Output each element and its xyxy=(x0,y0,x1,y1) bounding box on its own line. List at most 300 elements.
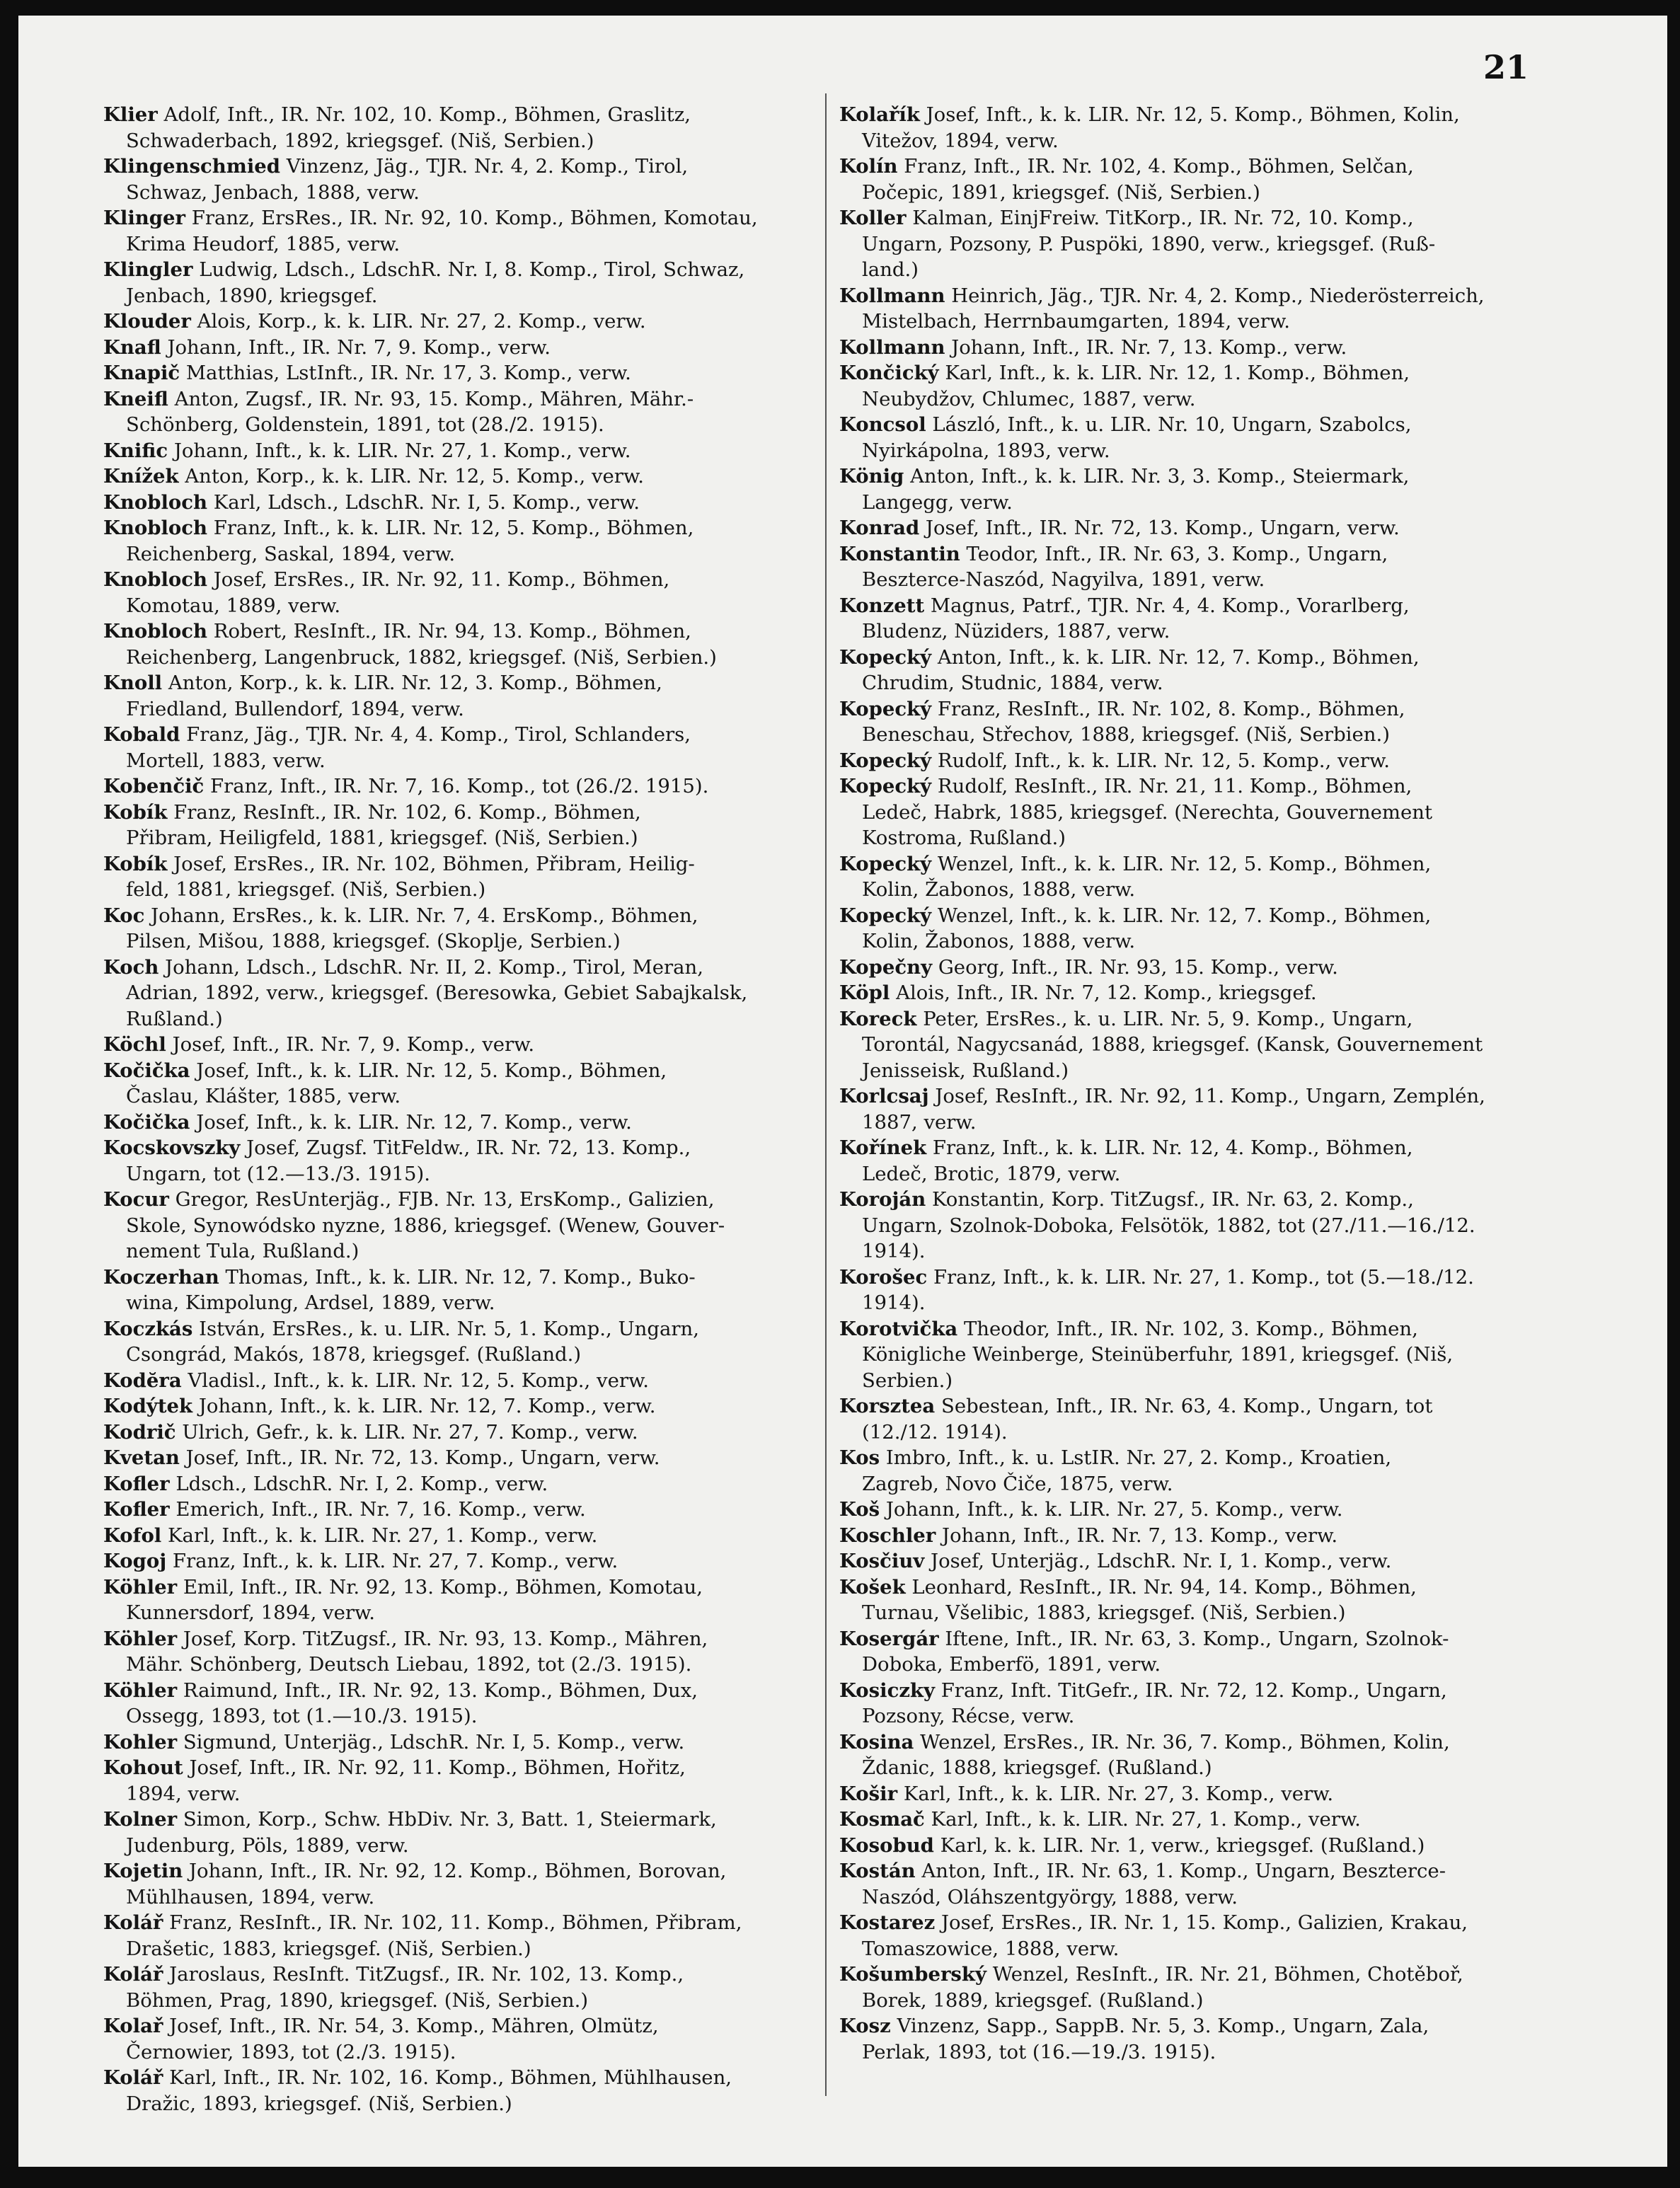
entry-text: Magnus, Patrf., TJR. Nr. 4, 4. Komp., Vorarlberg, xyxy=(930,594,1410,617)
entry-text: Josef, Inft., k. k. LIR. Nr. 12, 7. Komp., verw. xyxy=(196,1110,632,1134)
list-item xyxy=(839,1626,1540,1678)
entry-text: Chrudim, Studnic, 1884, verw. xyxy=(862,672,1163,694)
entry-line xyxy=(839,593,1540,619)
list-item xyxy=(103,1187,818,1265)
entry-line xyxy=(839,1600,1540,1626)
entry-surname: Kolín xyxy=(839,155,898,178)
entry-line xyxy=(103,1213,818,1239)
entry-line xyxy=(839,903,1540,929)
document-page xyxy=(18,16,1667,2167)
entry-text: Csongrád, Makós, 1878, kriegsgef. (Rußland.) xyxy=(126,1343,582,1366)
entry-surname: Klingenschmied xyxy=(103,155,280,178)
entry-line xyxy=(839,1703,1540,1729)
entry-text: Franz, Inft., k. k. LIR. Nr. 12, 5. Komp., Böhmen, xyxy=(213,517,694,539)
list-item xyxy=(103,1626,818,1678)
entry-text: Ždanic, 1888, kriegsgef. (Rußland.) xyxy=(862,1756,1212,1779)
entry-surname: Koch xyxy=(103,955,159,979)
entry-text: Johann, Inft., IR. Nr. 92, 12. Komp., Böhmen, Borovan, xyxy=(188,1860,727,1882)
list-item xyxy=(103,490,818,516)
entry-text: Skole, Synowódsko nyzne, 1886, kriegsgef. (Wenew, Gouver- xyxy=(126,1214,725,1237)
entry-text: Anton, Inft., k. k. LIR. Nr. 3, 3. Komp., Steiermark, xyxy=(910,465,1410,488)
entry-line xyxy=(103,1135,818,1161)
entry-text: Kunnersdorf, 1894, verw. xyxy=(126,1601,376,1624)
entry-line xyxy=(103,1497,818,1523)
entry-surname: Knížek xyxy=(103,465,179,488)
entry-line xyxy=(839,1058,1540,1084)
entry-surname: Kosergár xyxy=(839,1627,939,1650)
entry-line xyxy=(839,955,1540,981)
entry-surname: Kolář xyxy=(103,2066,163,2089)
list-item xyxy=(103,1858,818,1910)
entry-line xyxy=(103,1962,818,1988)
entry-line xyxy=(103,773,818,800)
entry-text: Josef, ResInft., IR. Nr. 92, 11. Komp., Ungarn, Zemplén, xyxy=(935,1085,1485,1107)
entry-text: Nyirkápolna, 1893, verw. xyxy=(862,439,1110,462)
list-item xyxy=(839,1781,1540,1807)
entry-text: Johann, Inft., IR. Nr. 7, 13. Komp., verw. xyxy=(942,1524,1338,1547)
entry-surname: Koschler xyxy=(839,1524,936,1547)
entry-text: Schwaderbach, 1892, kriegsgef. (Niš, Serbien.) xyxy=(126,129,594,152)
entry-line xyxy=(839,800,1540,826)
entry-text: Robert, ResInft., IR. Nr. 94, 13. Komp., Böhmen, xyxy=(213,620,691,643)
entry-text: Wenzel, ErsRes., IR. Nr. 36, 7. Komp., Böhmen, Kolin, xyxy=(920,1730,1450,1754)
entry-surname: Kohler xyxy=(103,1730,178,1754)
list-item xyxy=(103,1032,818,1058)
entry-text: Vladisl., Inft., k. k. LIR. Nr. 12, 5. Komp., verw. xyxy=(188,1369,650,1392)
entry-line xyxy=(839,438,1540,464)
entry-text: Konstantin, Korp. TitZugsf., IR. Nr. 63, 2. Komp., xyxy=(931,1188,1414,1211)
entry-text: Časlau, Klášter, 1885, verw. xyxy=(126,1085,401,1107)
entry-line xyxy=(839,463,1540,490)
list-item xyxy=(839,1574,1540,1626)
list-item xyxy=(103,1548,818,1574)
entry-text: Černowier, 1893, tot (2./3. 1915). xyxy=(126,2040,456,2063)
entry-line xyxy=(839,1161,1540,1187)
entry-line xyxy=(103,1006,818,1032)
entry-line xyxy=(103,1678,818,1704)
entry-text: Sebestean, Inft., IR. Nr. 63, 4. Komp., Ungarn, tot xyxy=(941,1395,1433,1417)
list-item xyxy=(103,567,818,618)
entry-text: Johann, Inft., k. k. LIR. Nr. 12, 7. Komp., verw. xyxy=(198,1395,656,1417)
entry-line xyxy=(103,2091,818,2117)
entry-line xyxy=(103,903,818,929)
entry-surname: Konstantin xyxy=(839,542,960,565)
entry-text: Anton, Korp., k. k. LIR. Nr. 12, 5. Komp., verw. xyxy=(185,465,644,488)
entry-surname: Kořínek xyxy=(839,1136,927,1159)
entry-text: Krima Heudorf, 1885, verw. xyxy=(126,232,401,255)
entry-line xyxy=(839,1729,1540,1756)
entry-text: (12./12. 1914). xyxy=(862,1420,1008,1444)
entry-text: Jenisseisk, Rußland.) xyxy=(862,1059,1069,1082)
entry-surname: Köchl xyxy=(103,1033,166,1056)
list-item xyxy=(103,257,818,309)
list-item xyxy=(103,903,818,955)
entry-surname: Kostán xyxy=(839,1860,916,1882)
list-item xyxy=(103,1135,818,1187)
entry-text: Karl, Inft., k. k. LIR. Nr. 27, 1. Komp., verw. xyxy=(168,1524,598,1547)
entry-text: Josef, ErsRes., IR. Nr. 102, Böhmen, Přibram, Heilig- xyxy=(173,852,695,875)
entry-surname: Kosz xyxy=(839,2015,891,2037)
list-item xyxy=(103,1420,818,1446)
entry-text: Teodor, Inft., IR. Nr. 63, 3. Komp., Ungarn, xyxy=(966,542,1388,565)
entry-surname: Kobík xyxy=(103,800,168,824)
entry-line xyxy=(839,386,1540,413)
list-item xyxy=(839,980,1540,1006)
entry-text: Reichenberg, Langenbruck, 1882, kriegsgef. (Niš, Serbien.) xyxy=(126,645,717,669)
entry-text: Johann, ErsRes., k. k. LIR. Nr. 7, 4. ErsKomp., Böhmen, xyxy=(151,904,698,927)
list-item xyxy=(103,955,818,1032)
entry-text: Heinrich, Jäg., TJR. Nr. 4, 2. Komp., Niederösterreich, xyxy=(951,284,1485,307)
entry-line xyxy=(103,1574,818,1601)
list-item xyxy=(839,1265,1540,1316)
list-item xyxy=(839,515,1540,541)
entry-line xyxy=(839,877,1540,903)
entry-surname: König xyxy=(839,465,904,488)
entry-surname: Kopecký xyxy=(839,904,932,927)
entry-line xyxy=(839,1471,1540,1497)
entry-text: Sigmund, Unterjäg., LdschR. Nr. I, 5. Komp., verw. xyxy=(183,1730,685,1754)
entry-text: Borek, 1889, kriegsgef. (Rußland.) xyxy=(862,1988,1204,2012)
entry-line xyxy=(839,670,1540,696)
entry-text: Wenzel, ResInft., IR. Nr. 21, Böhmen, Chotěboř, xyxy=(992,1963,1463,1986)
entry-surname: Kopecký xyxy=(839,852,932,875)
entry-line xyxy=(839,1368,1540,1394)
entry-line xyxy=(103,1936,818,1962)
list-item xyxy=(839,1497,1540,1523)
entry-text: Josef, Inft., k. k. LIR. Nr. 12, 5. Komp., Böhmen, xyxy=(196,1059,667,1082)
entry-text: Adolf, Inft., IR. Nr. 102, 10. Komp., Böhmen, Graslitz, xyxy=(163,103,691,126)
entry-text: Anton, Korp., k. k. LIR. Nr. 12, 3. Komp., Böhmen, xyxy=(168,672,662,694)
entry-surname: Kosina xyxy=(839,1730,914,1754)
list-item xyxy=(839,205,1540,283)
entry-line xyxy=(839,980,1540,1006)
entry-surname: Kodýtek xyxy=(103,1395,193,1417)
entry-line xyxy=(103,1445,818,1471)
entry-surname: Kocskovszky xyxy=(103,1136,241,1159)
entry-line xyxy=(839,1290,1540,1316)
entry-line xyxy=(103,980,818,1006)
entry-line xyxy=(103,1884,818,1911)
list-item xyxy=(103,1058,818,1110)
entry-line xyxy=(839,1265,1540,1291)
entry-line xyxy=(103,257,818,283)
entry-line xyxy=(103,1110,818,1136)
list-item xyxy=(103,1497,818,1523)
list-item xyxy=(839,541,1540,593)
list-item xyxy=(839,955,1540,981)
entry-text: László, Inft., k. u. LIR. Nr. 10, Ungarn, Szabolcs, xyxy=(932,413,1412,436)
entry-surname: Košir xyxy=(839,1782,898,1805)
entry-line xyxy=(839,1988,1540,2014)
entry-surname: Knobloch xyxy=(103,490,207,514)
entry-line xyxy=(103,645,818,671)
entry-surname: Košek xyxy=(839,1575,906,1599)
list-item xyxy=(103,1807,818,1858)
entry-text: Vitežov, 1894, verw. xyxy=(862,129,1059,152)
entry-line xyxy=(103,618,818,645)
entry-line xyxy=(839,1006,1540,1032)
entry-surname: Kopecký xyxy=(839,697,932,720)
entry-line xyxy=(839,1083,1540,1110)
entry-surname: Kolář xyxy=(103,1911,163,1934)
list-item xyxy=(839,593,1540,645)
entry-text: Kalman, EinjFreiw. TitKorp., IR. Nr. 72, 10. Komp., xyxy=(912,207,1414,229)
entry-text: Přibram, Heiligfeld, 1881, kriegsgef. (Niš, Serbien.) xyxy=(126,827,638,849)
entry-text: Ossegg, 1893, tot (1.—10./3. 1915). xyxy=(126,1705,478,1727)
entry-line xyxy=(839,1548,1540,1574)
entry-surname: Kocur xyxy=(103,1188,169,1211)
entry-line xyxy=(839,1652,1540,1678)
entry-surname: Kosiczky xyxy=(839,1679,935,1702)
entry-line xyxy=(103,748,818,774)
entry-text: Simon, Korp., Schw. HbDiv. Nr. 3, Batt. 1, Steiermark, xyxy=(183,1808,717,1831)
list-item xyxy=(839,1858,1540,1910)
entry-text: Franz, Inft., k. k. LIR. Nr. 27, 1. Komp., tot (5.—18./12. xyxy=(933,1265,1474,1289)
list-item xyxy=(839,1393,1540,1445)
entry-text: Theodor, Inft., IR. Nr. 102, 3. Komp., Böhmen, xyxy=(963,1317,1418,1340)
entry-text: Beszterce-Naszód, Nagyilva, 1891, verw. xyxy=(862,568,1265,591)
entry-line xyxy=(103,1729,818,1756)
entry-line xyxy=(103,1626,818,1652)
list-item xyxy=(839,1833,1540,1859)
entry-text: Johann, Inft., k. k. LIR. Nr. 27, 5. Komp., verw. xyxy=(885,1498,1343,1521)
right-column xyxy=(839,102,1540,2065)
entry-surname: Kobenčič xyxy=(103,775,205,798)
entry-line xyxy=(103,1032,818,1058)
list-item xyxy=(103,2013,818,2065)
entry-line xyxy=(103,231,818,258)
list-item xyxy=(103,1729,818,1756)
entry-surname: Kočička xyxy=(103,1110,190,1134)
entry-line xyxy=(103,541,818,568)
list-item xyxy=(103,205,818,257)
entry-line xyxy=(103,1988,818,2014)
entry-text: Jenbach, 1890, kriegsgef. xyxy=(126,284,378,307)
entry-text: Franz, Inft., k. k. LIR. Nr. 27, 7. Komp., verw. xyxy=(172,1550,619,1572)
entry-line xyxy=(839,1962,1540,1988)
list-item xyxy=(839,1910,1540,1962)
list-item xyxy=(103,1962,818,2013)
entry-text: Alois, Inft., IR. Nr. 7, 12. Komp., kriegsgef. xyxy=(896,981,1317,1004)
entry-text: wina, Kimpolung, Ardsel, 1889, verw. xyxy=(126,1291,495,1314)
list-item xyxy=(839,1962,1540,2013)
entry-text: Franz, Inft., IR. Nr. 7, 16. Komp., tot (26./2. 1915). xyxy=(210,775,709,798)
entry-text: Naszód, Oláhszentgyörgy, 1888, verw. xyxy=(862,1885,1238,1908)
entry-line xyxy=(103,1781,818,1807)
entry-line xyxy=(103,1265,818,1291)
entry-line xyxy=(103,1523,818,1549)
list-item xyxy=(839,1807,1540,1833)
entry-line xyxy=(839,1187,1540,1213)
entry-line xyxy=(839,490,1540,516)
entry-surname: Knobloch xyxy=(103,517,207,539)
list-item xyxy=(839,1135,1540,1187)
entry-text: Thomas, Inft., k. k. LIR. Nr. 12, 7. Komp., Buko- xyxy=(225,1265,696,1289)
list-item xyxy=(839,1523,1540,1549)
list-item xyxy=(103,463,818,490)
entry-surname: Konrad xyxy=(839,517,920,539)
entry-text: land.) xyxy=(862,258,919,281)
entry-surname: Kneifl xyxy=(103,387,168,410)
entry-text: Emerich, Inft., IR. Nr. 7, 16. Komp., verw. xyxy=(176,1498,586,1521)
entry-line xyxy=(839,1135,1540,1161)
column-divider xyxy=(825,93,827,2096)
entry-text: Pozsony, Récse, verw. xyxy=(862,1705,1075,1727)
entry-surname: Knobloch xyxy=(103,620,207,643)
entry-surname: Kos xyxy=(839,1446,880,1469)
entry-text: Komotau, 1889, verw. xyxy=(126,594,341,617)
entry-text: Langegg, verw. xyxy=(862,490,1013,514)
entry-surname: Kosčiuv xyxy=(839,1550,925,1572)
list-item xyxy=(839,1729,1540,1781)
entry-line xyxy=(839,851,1540,877)
entry-line xyxy=(103,1703,818,1729)
entry-line xyxy=(839,1807,1540,1833)
entry-line xyxy=(103,1187,818,1213)
list-item xyxy=(103,1265,818,1316)
entry-text: Anton, Inft., k. k. LIR. Nr. 12, 7. Komp., Böhmen, xyxy=(937,645,1420,669)
entry-text: Ludwig, Ldsch., LdschR. Nr. I, 8. Komp., Tirol, Schwaz, xyxy=(199,258,745,281)
entry-line xyxy=(103,2013,818,2039)
entry-line xyxy=(839,1393,1540,1420)
entry-line xyxy=(839,205,1540,231)
entry-text: Anton, Inft., IR. Nr. 63, 1. Komp., Ungarn, Beszterce- xyxy=(921,1860,1446,1882)
entry-surname: Kohout xyxy=(103,1756,183,1779)
entry-line xyxy=(839,128,1540,154)
entry-line xyxy=(839,2039,1540,2066)
entry-text: Serbien.) xyxy=(862,1369,953,1392)
entry-surname: Kobík xyxy=(103,852,168,875)
entry-line xyxy=(103,128,818,154)
entry-line xyxy=(839,1936,1540,1962)
entry-text: Počepic, 1891, kriegsgef. (Niš, Serbien.) xyxy=(862,180,1260,204)
entry-text: Judenburg, Pöls, 1889, verw. xyxy=(126,1833,409,1857)
entry-line xyxy=(103,154,818,180)
entry-surname: Korotvička xyxy=(839,1317,958,1340)
entry-line xyxy=(103,2039,818,2066)
entry-text: Ungarn, Pozsony, P. Puspöki, 1890, verw., kriegsgef. (Ruß- xyxy=(862,232,1436,255)
entry-text: Rudolf, ResInft., IR. Nr. 21, 11. Komp., Böhmen, xyxy=(937,775,1413,798)
entry-line xyxy=(839,1833,1540,1859)
entry-surname: Koczkás xyxy=(103,1317,193,1340)
entry-line xyxy=(839,515,1540,541)
entry-text: Franz, ErsRes., IR. Nr. 92, 10. Komp., Böhmen, Komotau, xyxy=(191,207,758,229)
entry-text: Tomaszowice, 1888, verw. xyxy=(862,1937,1120,1960)
list-item xyxy=(839,1548,1540,1574)
entry-text: Raimund, Inft., IR. Nr. 92, 13. Komp., Böhmen, Dux, xyxy=(183,1679,698,1702)
entry-line xyxy=(839,748,1540,774)
entry-text: Karl, Inft., k. k. LIR. Nr. 27, 3. Komp., verw. xyxy=(903,1782,1334,1805)
list-item xyxy=(103,1393,818,1420)
entry-surname: Kollmann xyxy=(839,335,945,359)
entry-line xyxy=(103,490,818,516)
entry-text: Drašetic, 1883, kriegsgef. (Niš, Serbien.) xyxy=(126,1937,531,1960)
entry-line xyxy=(103,1316,818,1342)
entry-text: Kolin, Žabonos, 1888, verw. xyxy=(862,878,1136,901)
entry-line xyxy=(103,722,818,748)
entry-text: Mühlhausen, 1894, verw. xyxy=(126,1885,375,1908)
entry-line xyxy=(103,2065,818,2091)
entry-text: Mistelbach, Herrnbaumgarten, 1894, verw. xyxy=(862,310,1290,333)
entry-surname: Kodrič xyxy=(103,1420,176,1444)
entry-line xyxy=(839,696,1540,722)
entry-line xyxy=(839,541,1540,568)
entry-line xyxy=(839,154,1540,180)
entry-line xyxy=(103,1652,818,1678)
entry-text: Imbro, Inft., k. u. LstIR. Nr. 27, 2. Komp., Kroatien, xyxy=(885,1446,1392,1469)
list-item xyxy=(839,645,1540,696)
list-item xyxy=(103,670,818,722)
entry-line xyxy=(103,1342,818,1368)
entry-line xyxy=(839,231,1540,258)
entry-surname: Klingler xyxy=(103,258,193,281)
entry-text: Georg, Inft., IR. Nr. 93, 15. Komp., verw. xyxy=(938,955,1338,979)
entry-text: Josef, ErsRes., IR. Nr. 92, 11. Komp., Böhmen, xyxy=(213,568,670,591)
entry-text: Pilsen, Mišou, 1888, kriegsgef. (Skoplje, Serbien.) xyxy=(126,930,621,952)
entry-text: Kostroma, Rußland.) xyxy=(862,827,1066,849)
list-item xyxy=(839,360,1540,412)
entry-line xyxy=(103,670,818,696)
entry-text: Ungarn, Szolnok-Doboka, Felsötök, 1882, tot (27./11.—16./12. xyxy=(862,1214,1475,1237)
entry-text: Mortell, 1883, verw. xyxy=(126,749,326,772)
list-item xyxy=(103,1755,818,1807)
entry-line xyxy=(839,309,1540,335)
entry-line xyxy=(103,1600,818,1626)
entry-line xyxy=(839,1110,1540,1136)
entry-line xyxy=(103,800,818,826)
entry-text: Mähr. Schönberg, Deutsch Liebau, 1892, tot (2./3. 1915). xyxy=(126,1653,692,1676)
entry-surname: Knoll xyxy=(103,672,163,694)
entry-text: Böhmen, Prag, 1890, kriegsgef. (Niš, Serbien.) xyxy=(126,1988,589,2012)
entry-text: Rudolf, Inft., k. k. LIR. Nr. 12, 5. Komp., verw. xyxy=(937,749,1390,772)
entry-surname: Kosobud xyxy=(839,1833,934,1857)
entry-surname: Kofler xyxy=(103,1472,170,1495)
entry-text: Iftene, Inft., IR. Nr. 63, 3. Komp., Ungarn, Szolnok- xyxy=(945,1627,1449,1650)
list-item xyxy=(103,1110,818,1136)
entry-text: Turnau, Všelibic, 1883, kriegsgef. (Niš, Serbien.) xyxy=(862,1601,1346,1624)
entry-surname: Korošec xyxy=(839,1265,928,1289)
list-item xyxy=(103,1445,818,1471)
entry-text: Ledeč, Habrk, 1885, kriegsgef. (Nerechta, Gouvernement xyxy=(862,800,1433,824)
entry-line xyxy=(103,593,818,619)
entry-surname: Koreck xyxy=(839,1007,917,1030)
entry-text: Neubydžov, Chlumec, 1887, verw. xyxy=(862,387,1196,410)
entry-line xyxy=(839,1497,1540,1523)
entry-text: nement Tula, Rußland.) xyxy=(126,1240,359,1262)
entry-text: Reichenberg, Saskal, 1894, verw. xyxy=(126,542,456,565)
entry-surname: Kodĕra xyxy=(103,1369,182,1392)
entry-line xyxy=(103,463,818,490)
entry-line xyxy=(103,360,818,386)
list-item xyxy=(839,2013,1540,2065)
entry-line xyxy=(103,928,818,955)
entry-line xyxy=(839,618,1540,645)
entry-surname: Kvetan xyxy=(103,1446,180,1469)
entry-text: Ungarn, tot (12.—13./3. 1915). xyxy=(126,1162,431,1185)
list-item xyxy=(103,618,818,670)
entry-surname: Knafl xyxy=(103,335,161,359)
entry-surname: Knapič xyxy=(103,362,180,384)
entry-line xyxy=(839,1523,1540,1549)
entry-text: Johann, Inft., IR. Nr. 7, 9. Komp., verw. xyxy=(167,335,551,359)
entry-text: Josef, Inft., IR. Nr. 72, 13. Komp., Ungarn, verw. xyxy=(925,517,1400,539)
list-item xyxy=(839,412,1540,463)
entry-text: Schwaz, Jenbach, 1888, verw. xyxy=(126,180,420,204)
entry-line xyxy=(103,102,818,128)
entry-line xyxy=(103,386,818,413)
entry-surname: Korsztea xyxy=(839,1395,936,1417)
list-item xyxy=(839,773,1540,851)
